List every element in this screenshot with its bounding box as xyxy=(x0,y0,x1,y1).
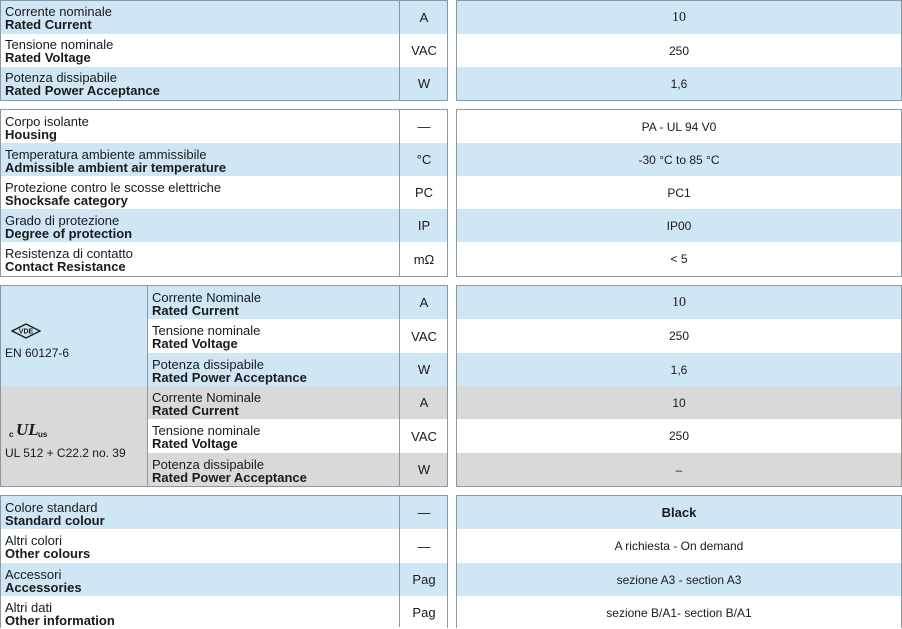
vde-logo-icon xyxy=(11,323,41,339)
table-row xyxy=(1,529,447,563)
colours-table xyxy=(0,495,448,628)
table-row xyxy=(457,529,901,563)
label-en: Rated Power Acceptance xyxy=(5,83,160,98)
label-it: Altri colori xyxy=(5,533,63,548)
label-en: Rated Power Acceptance xyxy=(152,370,307,385)
table-row xyxy=(1,563,447,596)
label-it: Altri dati xyxy=(5,600,52,615)
label-en: Rated Current xyxy=(152,403,239,418)
unit-cell: PC xyxy=(414,185,434,200)
label-it: Colore standard xyxy=(5,500,98,515)
certification-values xyxy=(456,285,902,487)
unit-cell: mΩ xyxy=(413,251,435,267)
table-row xyxy=(457,453,901,486)
divider xyxy=(399,286,400,486)
unit-cell: VAC xyxy=(411,428,437,444)
label-it: Potenza dissipabile xyxy=(152,357,265,372)
ul-logo-ul: UL xyxy=(16,420,39,439)
table-row xyxy=(1,110,447,143)
table-row xyxy=(457,110,901,143)
colours-values xyxy=(456,495,902,628)
unit-cell: VAC xyxy=(411,328,437,344)
vde-standard: EN 60127-6 xyxy=(5,346,70,360)
table-row xyxy=(457,143,901,176)
table-row xyxy=(457,496,901,529)
unit-cell: — xyxy=(417,505,431,520)
table-row xyxy=(457,209,901,242)
label-en: Housing xyxy=(5,127,57,142)
unit-cell: W xyxy=(417,362,431,377)
label-it: Accessori xyxy=(5,567,62,582)
label-it: Resistenza di contatto xyxy=(5,246,133,261)
unit-cell: VAC xyxy=(411,43,437,58)
certification-table xyxy=(0,285,448,487)
label-en: Accessories xyxy=(5,580,82,595)
table-row xyxy=(457,353,901,386)
unit-cell: A xyxy=(419,395,429,410)
table-row xyxy=(1,242,447,276)
unit-cell: A xyxy=(419,295,429,310)
label-en: Standard colour xyxy=(5,513,105,528)
label-it: Corrente Nominale xyxy=(152,290,262,305)
value-cell: IP00 xyxy=(666,218,692,233)
label-en: Other colours xyxy=(5,546,91,561)
unit-cell: A xyxy=(419,10,429,25)
electrical-table xyxy=(0,0,448,101)
table-row xyxy=(148,319,447,353)
value-cell: – xyxy=(675,462,683,477)
value-cell: 10 xyxy=(672,9,686,25)
value-cell: 250 xyxy=(668,429,690,443)
table-row xyxy=(148,453,447,486)
table-row xyxy=(1,67,447,100)
table-row xyxy=(1,209,447,242)
label-it: Temperatura ambiente ammissibile xyxy=(5,147,207,162)
label-it: Grado di protezione xyxy=(5,213,120,228)
label-it: Tensione nominale xyxy=(152,423,261,438)
ul-logo-c: c xyxy=(9,430,14,439)
divider xyxy=(399,1,400,100)
general-values xyxy=(456,109,902,277)
ul-logo-us: us xyxy=(38,430,48,439)
table-row xyxy=(457,67,901,100)
table-row xyxy=(457,386,901,419)
table-row xyxy=(1,176,447,209)
table-row xyxy=(457,419,901,453)
vde-logo-text: VDE xyxy=(18,328,34,336)
label-it: Potenza dissipabile xyxy=(152,457,265,472)
label-it: Corrente nominale xyxy=(5,4,112,19)
table-row xyxy=(457,34,901,67)
label-en: Other information xyxy=(5,613,115,628)
label-it: Corpo isolante xyxy=(5,114,89,129)
label-en: Degree of protection xyxy=(5,226,133,241)
ul-logo-icon xyxy=(7,418,51,440)
table-row xyxy=(457,176,901,209)
general-table xyxy=(0,109,448,277)
table-row xyxy=(1,596,447,629)
ul-cert-cell xyxy=(1,386,147,486)
label-en: Contact Resistance xyxy=(5,259,126,274)
table-row xyxy=(148,386,447,419)
table-row xyxy=(1,34,447,67)
value-cell: A richiesta - On demand xyxy=(614,539,744,553)
value-cell: PC1 xyxy=(667,185,691,200)
unit-cell: IP xyxy=(417,218,431,233)
label-it: Tensione nominale xyxy=(152,323,261,338)
label-en: Rated Current xyxy=(5,17,92,32)
value-cell: -30 °C to 85 °C xyxy=(638,152,720,167)
label-en: Rated Current xyxy=(152,303,239,318)
label-en: Rated Power Acceptance xyxy=(152,470,307,485)
label-en: Rated Voltage xyxy=(5,50,91,65)
table-row xyxy=(148,353,447,386)
value-cell: PA - UL 94 V0 xyxy=(641,119,717,134)
table-row xyxy=(457,319,901,353)
table-row xyxy=(148,286,447,319)
label-en: Shocksafe category xyxy=(5,193,128,208)
label-it: Protezione contro le scosse elettriche xyxy=(5,180,222,195)
value-cell: 250 xyxy=(668,43,690,58)
value-cell: 250 xyxy=(668,329,690,343)
table-row xyxy=(457,1,901,34)
unit-cell: W xyxy=(417,462,431,477)
divider xyxy=(399,496,400,627)
unit-cell: Pag xyxy=(412,605,436,620)
label-it: Corrente Nominale xyxy=(152,390,262,405)
unit-cell: °C xyxy=(416,152,432,167)
table-row xyxy=(457,596,901,629)
table-row xyxy=(457,563,901,596)
electrical-values xyxy=(456,0,902,101)
table-row xyxy=(457,242,901,276)
value-cell: 1,6 xyxy=(670,362,688,377)
label-it: Tensione nominale xyxy=(5,37,114,52)
table-row xyxy=(148,419,447,453)
unit-cell: W xyxy=(417,76,431,91)
divider xyxy=(399,110,400,276)
value-cell: Black xyxy=(661,505,697,520)
label-en: Admissible ambient air temperature xyxy=(5,160,227,175)
value-cell: 10 xyxy=(672,294,686,310)
ul-standard: UL 512 + C22.2 no. 39 xyxy=(5,446,126,460)
value-cell: < 5 xyxy=(670,252,688,266)
vde-cert-cell xyxy=(1,286,147,386)
label-it: Potenza dissipabile xyxy=(5,70,118,85)
label-en: Rated Voltage xyxy=(152,436,238,451)
value-cell: 10 xyxy=(672,395,686,410)
table-row xyxy=(1,1,447,34)
unit-cell: Pag xyxy=(412,572,436,587)
value-cell: 1,6 xyxy=(670,76,688,91)
table-row xyxy=(1,143,447,176)
value-cell: sezione A3 - section A3 xyxy=(616,572,742,587)
label-en: Rated Voltage xyxy=(152,336,238,351)
unit-cell: — xyxy=(417,538,431,554)
table-row xyxy=(457,286,901,319)
unit-cell: — xyxy=(417,119,431,134)
table-row xyxy=(1,496,447,529)
value-cell: sezione B/A1- section B/A1 xyxy=(606,605,752,620)
